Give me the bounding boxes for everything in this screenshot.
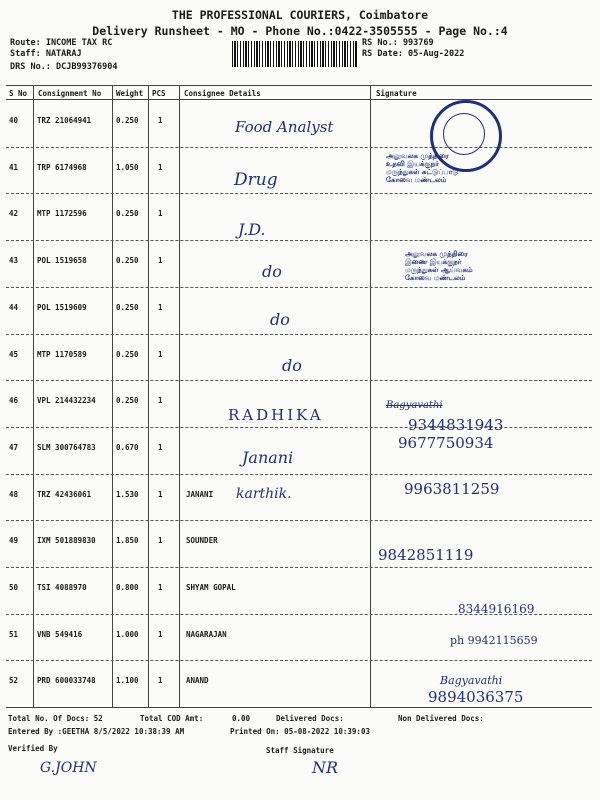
printed-on: Printed On: 05-08-2022 10:39:03 [230, 727, 370, 736]
company-title: THE PROFESSIONAL COURIERS, Coimbatore [171, 8, 429, 22]
row-pcs: 1 [158, 116, 163, 125]
row-pcs: 1 [158, 349, 163, 359]
delivered-docs: Delivered Docs: [276, 714, 344, 723]
row-weight: 0.250 [116, 396, 139, 406]
route-label: Route: INCOME TAX RC [10, 38, 113, 48]
row-consignee: ANAND [186, 676, 209, 686]
total-cod-label: Total COD Amt: [140, 714, 204, 723]
row-consignment: MTP 1172596 [37, 209, 87, 219]
row-separator [6, 427, 592, 428]
row-consignee: SOUNDER [186, 536, 218, 546]
row-pcs: 1 [158, 302, 163, 312]
row-weight: 1.100 [116, 676, 139, 686]
row-pcs: 1 [158, 583, 163, 592]
office-stamp: அலுவலக முத்திரை உதவி இயக்குநர் மருந்துகள் கட்டுப்பாடு கோவை மண்டலம் [386, 152, 459, 184]
handwritten-phone: 9963811259 [404, 480, 500, 498]
row-consignment: TRZ 21064941 [37, 116, 92, 125]
handwritten-do: do [270, 310, 290, 329]
row-separator [6, 334, 592, 335]
row-separator [6, 380, 592, 381]
row-weight: 0.250 [116, 116, 139, 125]
row-sno: 43 [9, 256, 19, 266]
handwritten-janani: Janani [242, 448, 294, 467]
row-separator [6, 287, 592, 288]
row-sno: 42 [9, 209, 19, 219]
row-pcs: 1 [158, 536, 163, 546]
row-weight: 1.050 [116, 162, 139, 172]
row-separator [6, 147, 592, 148]
row-consignment: POL 1519609 [37, 302, 87, 312]
row-consignment: TSI 4088970 [37, 583, 87, 592]
row-consignment: VNB 549416 [37, 629, 83, 639]
handwritten-phone: 9842851119 [378, 546, 474, 564]
row-consignment: SLM 300764783 [37, 442, 96, 452]
row-pcs: 1 [158, 396, 163, 406]
row-consignment: VPL 214432234 [37, 396, 96, 406]
row-separator [6, 240, 592, 241]
row-pcs: 1 [158, 629, 163, 639]
row-weight: 1.000 [116, 629, 139, 639]
handwritten-drug: Drug [234, 170, 278, 190]
row-sno: 50 [9, 583, 19, 592]
entered-by: Entered By :GEETHA 8/5/2022 10:38:39 AM [8, 727, 185, 736]
col-consignment: Consignment No [38, 89, 102, 98]
row-consignment: POL 1519658 [37, 256, 87, 266]
row-pcs: 1 [158, 489, 163, 499]
table-top-border [6, 85, 592, 86]
handwritten-phone: 9677750934 [398, 434, 494, 452]
row-separator [6, 474, 592, 475]
col-pcs: PCS [152, 89, 166, 98]
handwritten-phone: 8344916169 [458, 602, 535, 616]
staff-signature: NR [312, 758, 339, 777]
row-sno: 48 [9, 489, 19, 499]
runsheet-subtitle: Delivery Runsheet - MO - Phone No.:0422-3505555 - Page No.:4 [92, 24, 508, 38]
row-sno: 47 [9, 442, 19, 452]
handwritten-phone: 9894036375 [428, 688, 524, 706]
row-pcs: 1 [158, 442, 163, 452]
row-sno: 46 [9, 396, 19, 406]
row-consignment: MTP 1170589 [37, 349, 87, 359]
row-weight: 0.250 [116, 209, 139, 219]
row-consignment: TRP 6174968 [37, 162, 87, 172]
header-bottom-border [6, 99, 592, 100]
row-weight: 0.250 [116, 302, 139, 312]
handwritten-do: do [282, 356, 302, 375]
row-consignment: IXM 501889830 [37, 536, 96, 546]
office-stamp: அலுவலக முத்திரை இணை இயக்குநர் மருந்துகள் ஆய்வகம் கோவை மண்டலம் [405, 250, 473, 282]
drs-number: DRS No.: DCJB99376904 [10, 62, 118, 72]
total-docs: Total No. Of Docs: 52 [8, 714, 103, 723]
row-weight: 0.800 [116, 583, 139, 592]
row-sno: 45 [9, 349, 19, 359]
staff-signature-label: Staff Signature [266, 746, 334, 755]
handwritten-signature: Bagyavathi [440, 674, 503, 687]
row-weight: 1.850 [116, 536, 139, 546]
row-separator [6, 660, 592, 661]
col-sno: S No [9, 89, 28, 98]
rs-date: RS Date: 05-Aug-2022 [362, 49, 465, 59]
handwritten-food: Food Analyst [235, 118, 334, 136]
staff-label: Staff: NATARAJ [10, 49, 82, 59]
row-sno: 52 [9, 676, 19, 686]
row-separator [6, 567, 592, 568]
row-weight: 0.670 [116, 442, 139, 452]
handwritten-do: do [262, 262, 282, 281]
row-sno: 41 [9, 162, 19, 172]
barcode [232, 41, 358, 67]
non-delivered-docs: Non Delivered Docs: [398, 714, 484, 723]
handwritten-jd: J.D. [238, 220, 266, 239]
row-consignee: JANANI [186, 489, 214, 499]
verifier-signature: G.JOHN [40, 760, 97, 776]
handwritten-signature: Bagyavathi [386, 400, 443, 411]
handwritten-karthik: karthik. [236, 486, 292, 502]
row-consignment: TRZ 42436061 [37, 489, 92, 499]
row-consignment: PRD 600033748 [37, 676, 96, 686]
col-signature: Signature [376, 89, 417, 98]
col-weight: Weight [116, 89, 144, 98]
row-sno: 49 [9, 536, 19, 546]
row-separator [6, 520, 592, 521]
row-consignee: NAGARAJAN [186, 629, 227, 639]
handwritten-radhika: RADHIKA [228, 406, 324, 424]
row-pcs: 1 [158, 209, 163, 219]
row-pcs: 1 [158, 676, 163, 686]
row-weight: 1.530 [116, 489, 139, 499]
row-pcs: 1 [158, 256, 163, 266]
row-weight: 0.250 [116, 349, 139, 359]
verified-by-label: Verified By [8, 744, 58, 753]
total-cod-value: 0.00 [232, 714, 251, 723]
row-pcs: 1 [158, 162, 163, 172]
row-consignee: SHYAM GOPAL [186, 583, 236, 592]
handwritten-phone: ph 9942115659 [450, 634, 538, 647]
row-sno: 51 [9, 629, 19, 639]
table-bottom-border [6, 707, 592, 708]
rs-number: RS No.: 993769 [362, 38, 434, 48]
row-separator [6, 193, 592, 194]
row-weight: 0.250 [116, 256, 139, 266]
row-sno: 44 [9, 302, 19, 312]
row-sno: 40 [9, 116, 19, 125]
handwritten-phone: 9344831943 [408, 416, 504, 434]
col-consignee: Consignee Details [184, 89, 261, 98]
